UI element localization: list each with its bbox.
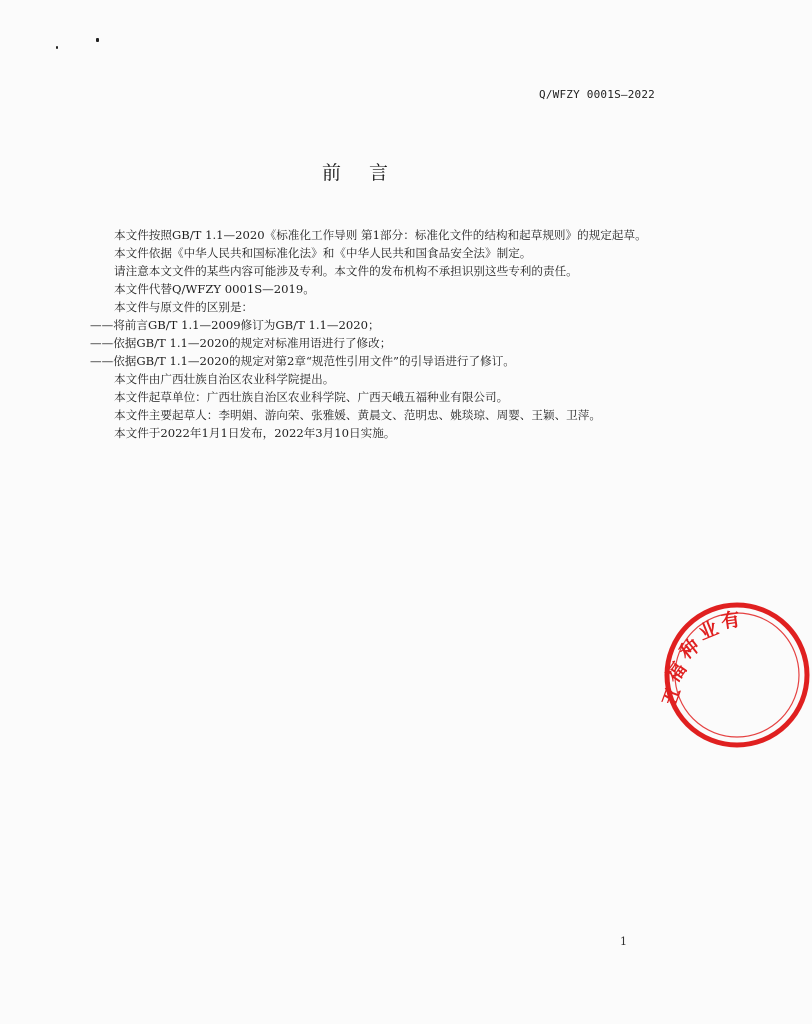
seal-inner-ring [675, 613, 799, 737]
scan-marks [56, 34, 106, 54]
difference-item: ——依据GB/T 1.1—2020的规定对标准用语进行了修改； [90, 336, 392, 350]
paragraph: 本文件依据《中华人民共和国标准化法》和《中华人民共和国食品安全法》制定。 [114, 246, 532, 260]
svg-text:福: 福 [662, 658, 692, 687]
page-number: 1 [620, 935, 627, 948]
svg-text:业: 业 [695, 617, 722, 645]
paragraph: 请注意本文文件的某些内容可能涉及专利。本文件的发布机构不承担识别这些专利的责任。 [114, 264, 578, 278]
svg-text:有: 有 [719, 608, 742, 633]
difference-item: ——依据GB/T 1.1—2020的规定对第2章“规范性引用文件”的引导语进行了修订。 [90, 354, 515, 368]
paragraph: 本文件与原文件的区别是： [114, 300, 254, 314]
company-seal [658, 600, 812, 750]
scan-speck [96, 38, 99, 42]
paragraph: 本文件起草单位：广西壮族自治区农业科学院、广西天峨五福种业有限公司。 [114, 390, 509, 404]
document-code: Q/WFZY 0001S—2022 [539, 88, 655, 101]
paragraph: 本文件于2022年1月1日发布，2022年3月10日实施。 [114, 426, 396, 440]
svg-text:种: 种 [675, 634, 705, 664]
paragraph: 本文件由广西壮族自治区农业科学院提出。 [114, 372, 335, 386]
paragraph: 本文件按照GB/T 1.1—2020《标准化工作导则 第1部分：标准化文件的结构和起草规则》的规定起草。 [114, 228, 647, 242]
paragraph: 本文件代替Q/WFZY 0001S—2019。 [114, 282, 315, 296]
foreword-body [90, 226, 656, 442]
scan-speck [56, 46, 58, 49]
svg-text:五: 五 [658, 684, 686, 710]
paragraph: 本文件主要起草人：李明娟、游向荣、张雅媛、黄晨文、范明忠、姚琰琼、周婴、王颖、卫萍。 [114, 408, 601, 422]
difference-item: ——将前言GB/T 1.1—2009修订为GB/T 1.1—2020； [90, 318, 380, 332]
page-title: 前言 [321, 162, 416, 184]
